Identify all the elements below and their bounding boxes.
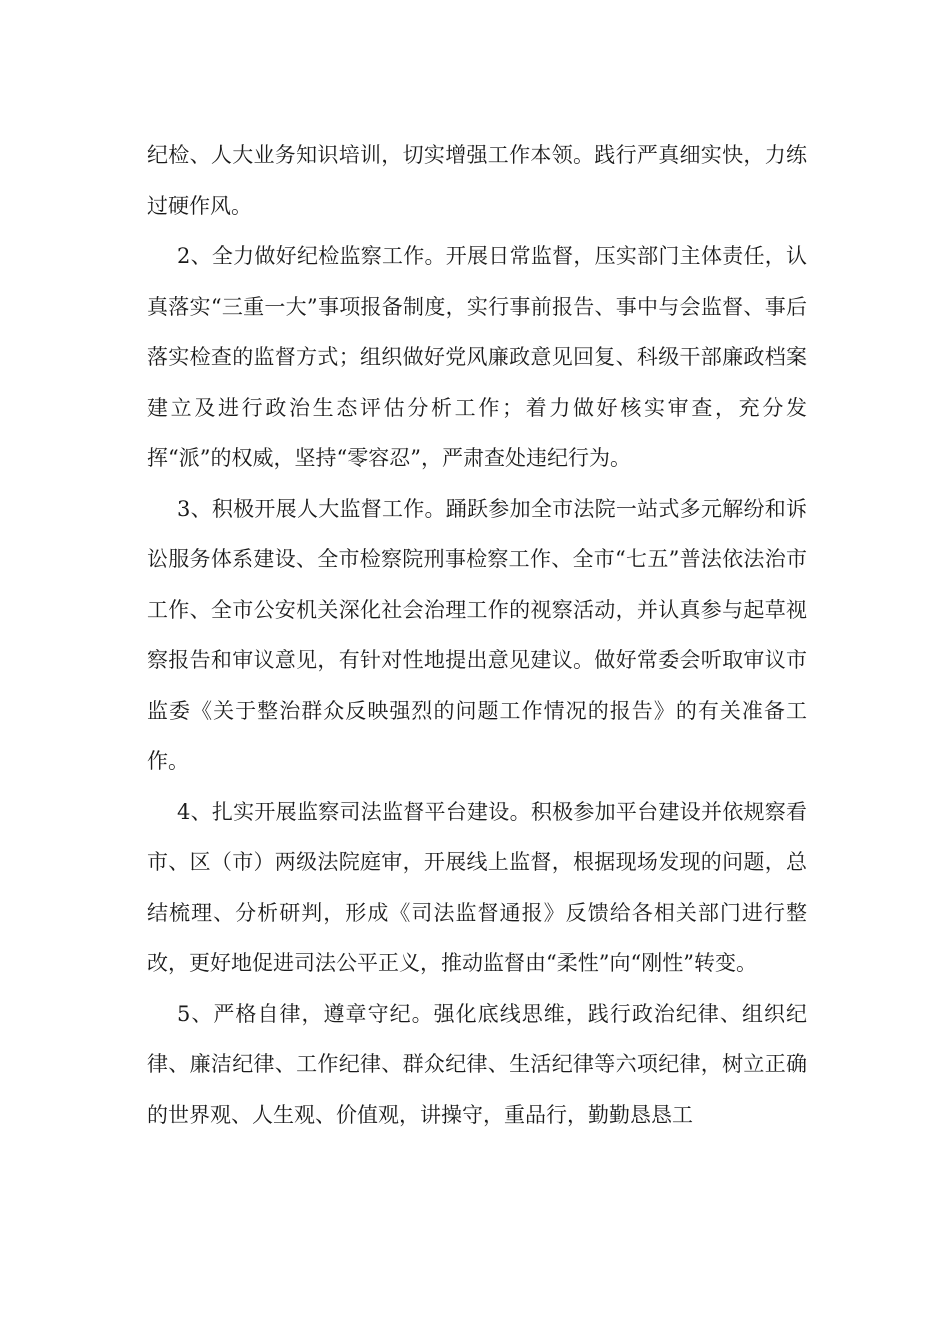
paragraph-item-3: 3、积极开展人大监督工作。踊跃参加全市法院一站式多元解纷和诉讼服务体系建设、全市检察院刑事检察工作、全市“七五”普法依法治市工作、全市公安机关深化社会治理工作的视察活动，并认真参与起草视察报告和审议意见，有针对性地提出意见建议。做好常委会听取审议市监委《关于整治群众反映强烈的问题工作情况的报告》的有关准备工作。 xyxy=(147,496,807,773)
paragraph-item-2: 2、全力做好纪检监察工作。开展日常监督，压实部门主体责任，认真落实“三重一大”事项报备制度，实行事前报告、事中与会监督、事后落实检查的监督方式；组织做好党风廉政意见回复、科级干部廉政档案建立及进行政治生态评估分析工作；着力做好核实审查，充分发挥“派”的权威，坚持“零容忍”，严肃查处违纪行为。 xyxy=(147,244,807,470)
document-body xyxy=(147,130,807,1140)
paragraph-continuation: 纪检、人大业务知识培训，切实增强工作本领。践行严真细实快，力练过硬作风。 xyxy=(147,143,807,218)
paragraph-item-4: 4、扎实开展监察司法监督平台建设。积极参加平台建设并依规察看市、区（市）两级法院庭审，开展线上监督，根据现场发现的问题，总结梳理、分析研判，形成《司法监督通报》反馈给各相关部门进行整改，更好地促进司法公平正义，推动监督由“柔性”向“刚性”转变。 xyxy=(147,799,807,975)
paragraph-item-5: 5、严格自律，遵章守纪。强化底线思维，践行政治纪律、组织纪律、廉洁纪律、工作纪律、群众纪律、生活纪律等六项纪律，树立正确的世界观、人生观、价值观，讲操守，重品行，勤勤恳恳工 xyxy=(147,1001,807,1127)
